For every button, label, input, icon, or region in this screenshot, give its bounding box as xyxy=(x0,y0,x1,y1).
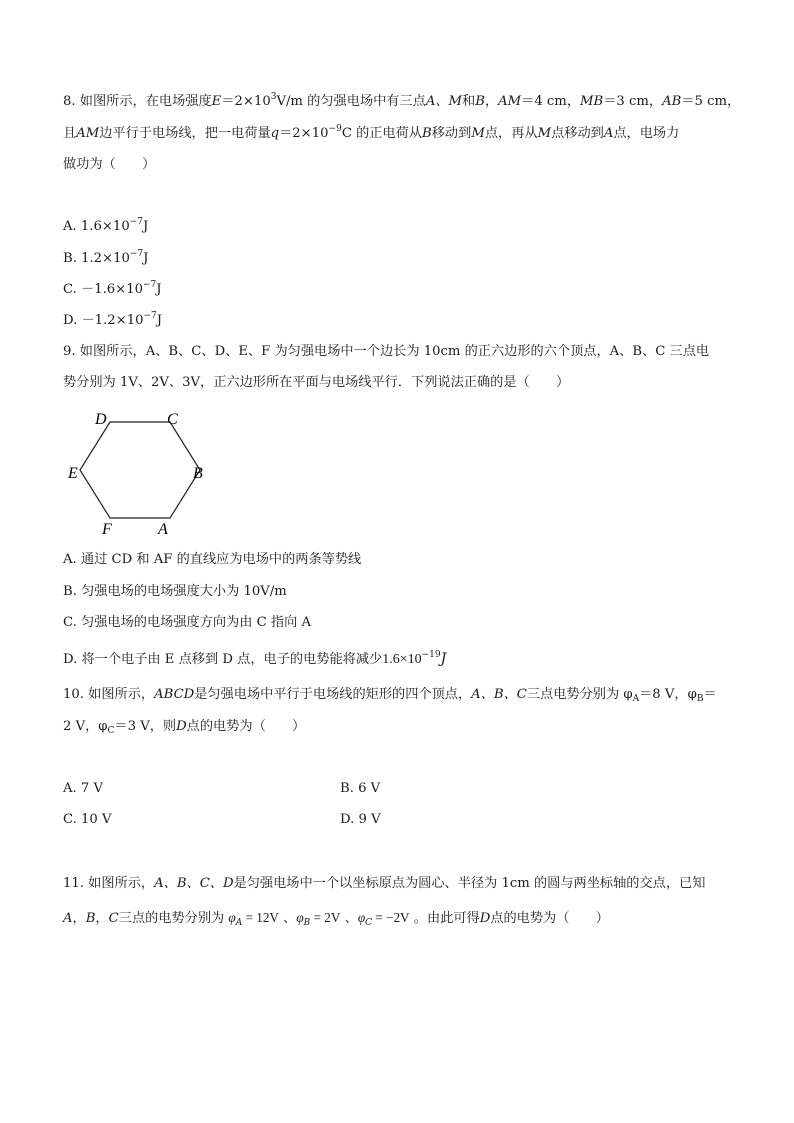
q8-text: ＝5 cm， xyxy=(681,94,741,109)
q8-text: 点移动到 xyxy=(551,126,604,141)
q8-line-3: 做功为（ ） xyxy=(63,157,156,172)
q8-text: ＝2×10 xyxy=(279,126,329,141)
q9-option-d[interactable]: D. 将一个电子由 E 点移到 D 点，电子的电势能将减少$1.6\times 10^{-19}J$ xyxy=(63,650,447,667)
q8-option-d[interactable]: D. $-1.2\times 10^{-7}J$ xyxy=(63,311,163,328)
vertex-label-B: B xyxy=(193,465,203,482)
q8-text: ＝3 cm， xyxy=(603,94,663,109)
q11-line-2: A，B，C三点的电势分别为 $\varphi_A = 12V$ 、$\varphi_B = 2V$ 、$\varphi_C = -2V$ 。由此可得D点的电势为（ ） xyxy=(63,910,609,928)
q8-option-b[interactable]: B. $1.2\times 10^{-7}J$ xyxy=(63,249,149,266)
q8-text: ， xyxy=(484,94,499,109)
hexagon-figure xyxy=(62,404,212,540)
q11-line-1: 11. 如图所示，A、B、C、D是匀强电场中一个以坐标原点为圆心、半径为 1cm 的圆与两坐标轴的交点，已知 xyxy=(63,876,706,891)
q8-var: MB xyxy=(580,94,604,109)
q8-var-q: q xyxy=(270,126,280,141)
q8-text: 边平行于电场线，把一电荷量 xyxy=(99,126,271,141)
q8-var: B xyxy=(422,126,432,141)
q8-text: C 的正电荷从 xyxy=(341,126,423,141)
q8-var: M xyxy=(537,126,552,141)
q8-var: M xyxy=(471,126,485,141)
vertex-label-F: F xyxy=(102,521,112,538)
q8-text: 和 xyxy=(462,94,476,109)
q10-option-d[interactable]: D. 9 V xyxy=(340,812,381,827)
q8-option-a[interactable]: A. $1.6\times 10^{-7}J$ xyxy=(63,217,149,234)
q8-var: B xyxy=(475,94,485,109)
q8-text: 点，再从 xyxy=(484,126,538,141)
vertex-label-D: D xyxy=(95,411,107,428)
q8-text: ＝2×10 xyxy=(221,94,271,109)
q10-line-2: 2 V，$\varphi_C=3$ V，则D点的电势为（ ） xyxy=(63,719,306,736)
q8-var: AM xyxy=(498,94,522,109)
q8-var: A、M xyxy=(425,94,463,109)
q8-text: ＝4 cm， xyxy=(521,94,581,109)
q10-line-1: 10. 如图所示，ABCD是匀强电场中平行于电场线的矩形的四个顶点，A、B、C三点电势分别为 $\varphi_A=8$ V，$\varphi_B=$ xyxy=(63,687,717,704)
q8-text: 如图所示，在电场强度 xyxy=(79,94,212,109)
q8-exp: 3 xyxy=(270,92,277,102)
q9-option-c[interactable]: C. 匀强电场的电场强度方向为由 C 指向 A xyxy=(63,615,312,630)
q8-number: 8. xyxy=(63,94,76,109)
q9-option-a[interactable]: A. 通过 CD 和 AF 的直线应为电场中的两条等势线 xyxy=(63,552,362,567)
q10-option-c[interactable]: C. 10 V xyxy=(63,812,112,827)
q8-exp: −9 xyxy=(328,124,342,134)
q10-option-a[interactable]: A. 7 V xyxy=(63,781,104,796)
q9-line-1: 9. 如图所示，A、B、C、D、E、F 为匀强电场中一个边长为 10cm 的正六边形的六个顶点，A、B、C 三点电 xyxy=(63,344,710,359)
q9-line-2: 势分别为 1V、2V、3V，正六边形所在平面与电场线平行．下列说法正确的是（ ） xyxy=(63,375,570,390)
q8-text: 且 xyxy=(63,126,77,141)
q10-option-b[interactable]: B. 6 V xyxy=(340,781,381,796)
q8-var: AB xyxy=(662,94,682,109)
vertex-label-A: A xyxy=(158,521,168,538)
q8-text: 移动到 xyxy=(431,126,472,141)
q8-line-1 xyxy=(63,93,740,111)
q8-text: V/m 的匀强电场中有三点 xyxy=(276,94,426,109)
q8-option-c[interactable]: C. $-1.6\times 10^{-7}J$ xyxy=(63,280,162,297)
vertex-label-E: E xyxy=(68,465,78,482)
q9-option-b[interactable]: B. 匀强电场的电场强度大小为 10V/m xyxy=(63,584,287,599)
q8-text: 点，电场力 xyxy=(613,126,680,141)
q8-var-E: E xyxy=(211,94,222,109)
vertex-label-C: C xyxy=(167,411,178,428)
q8-var: AM xyxy=(76,126,100,141)
hexagon-shape xyxy=(80,422,200,518)
q8-line-2 xyxy=(63,125,679,143)
q8-var: A xyxy=(603,126,614,141)
